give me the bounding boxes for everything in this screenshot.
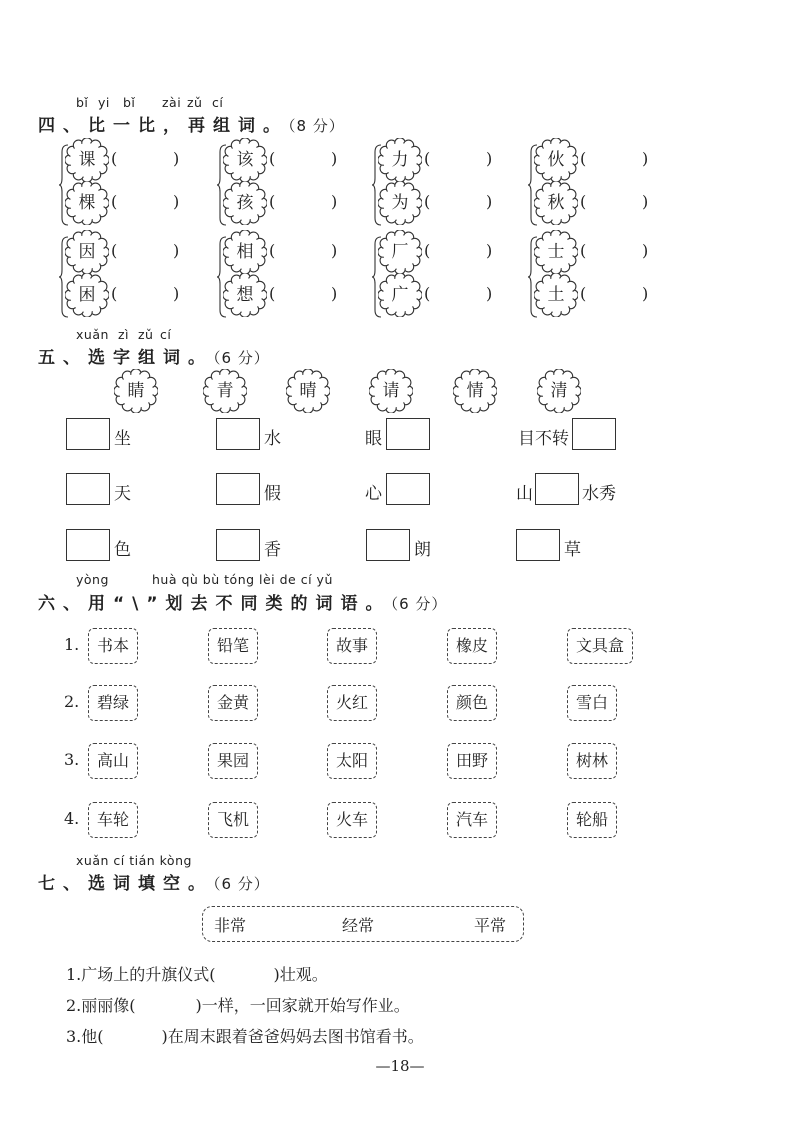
- word-tag[interactable]: 颜色: [447, 685, 497, 721]
- word-tag[interactable]: 果园: [208, 743, 258, 779]
- sentence: [66, 1024, 424, 1047]
- flower-char: [223, 138, 267, 182]
- section-score: （6 分）: [390, 595, 448, 613]
- pinyin: cí: [212, 95, 224, 110]
- paren-open: (: [424, 284, 431, 303]
- pinyin: cí: [160, 327, 172, 342]
- sentence-end: )一样，一回家就开始写作业。: [195, 996, 410, 1015]
- answer-blank[interactable]: [121, 148, 171, 170]
- paren-open: (: [424, 192, 431, 211]
- answer-blank[interactable]: [121, 283, 171, 305]
- answer-blank[interactable]: [279, 191, 329, 213]
- paren-open: (: [424, 241, 431, 260]
- sentence-start: 2.丽丽像(: [66, 996, 136, 1015]
- answer-blank[interactable]: [434, 240, 484, 262]
- paren-open: (: [269, 284, 276, 303]
- word-part: 假: [264, 484, 281, 504]
- page-number: —18—: [375, 1057, 425, 1075]
- char: 土: [547, 285, 565, 305]
- answer-blank[interactable]: [590, 191, 640, 213]
- word-tag[interactable]: 高山: [88, 743, 138, 779]
- flower-char: [378, 230, 422, 274]
- pinyin: huà qù bù tóng lèi de cí yǔ: [152, 572, 333, 587]
- sentence-end: )在周末跟着爸爸妈妈去图书馆看书。: [161, 1027, 424, 1046]
- flower-char: [537, 369, 581, 413]
- flower-char: [65, 230, 109, 274]
- word-part: 水: [264, 429, 281, 449]
- section-title: [38, 869, 270, 894]
- char: 请: [382, 381, 400, 401]
- flower-char: [378, 273, 422, 317]
- sentence: [66, 962, 328, 985]
- paren-close: ): [486, 149, 493, 168]
- pinyin: zǔ: [138, 327, 154, 342]
- paren-open: (: [111, 192, 118, 211]
- answer-blank[interactable]: [434, 148, 484, 170]
- word-tag[interactable]: 橡皮: [447, 628, 497, 664]
- char: 厂: [391, 242, 409, 262]
- flower-char: [223, 181, 267, 225]
- word-tag[interactable]: 铅笔: [208, 628, 258, 664]
- answer-blank[interactable]: [590, 148, 640, 170]
- word-part: 色: [114, 540, 131, 560]
- paren-close: ): [642, 241, 649, 260]
- paren-open: (: [269, 241, 276, 260]
- answer-blank[interactable]: [121, 191, 171, 213]
- answer-box[interactable]: [216, 529, 260, 561]
- paren-close: ): [642, 192, 649, 211]
- answer-blank[interactable]: [279, 240, 329, 262]
- answer-box[interactable]: [516, 529, 560, 561]
- char: 力: [391, 150, 409, 170]
- paren-open: (: [580, 284, 587, 303]
- flower-char: [223, 273, 267, 317]
- pinyin: yòng: [76, 572, 109, 587]
- answer-blank[interactable]: [279, 283, 329, 305]
- row-number: 2.: [64, 692, 80, 711]
- flower-char: [534, 138, 578, 182]
- section-title-text: 五、选字组词。: [38, 348, 213, 368]
- answer-blank[interactable]: [279, 148, 329, 170]
- pinyin: xuǎn: [76, 327, 109, 342]
- sentence-start: 3.他(: [66, 1027, 104, 1046]
- section-title: [38, 589, 447, 614]
- paren-close: ): [486, 241, 493, 260]
- word-part: 目不转: [518, 429, 569, 449]
- pinyin: yi: [98, 95, 110, 110]
- paren-open: (: [111, 149, 118, 168]
- flower-char: [203, 369, 247, 413]
- word-tag[interactable]: 车轮: [88, 802, 138, 838]
- section-score: （8 分）: [288, 117, 345, 135]
- flower-char: [65, 138, 109, 182]
- flower-char: [378, 181, 422, 225]
- word-part: 心: [365, 484, 382, 504]
- paren-close: ): [486, 192, 493, 211]
- answer-blank[interactable]: [121, 240, 171, 262]
- section-score: （6 分）: [213, 349, 270, 367]
- answer-blank[interactable]: [434, 283, 484, 305]
- flower-char: [65, 273, 109, 317]
- word-tag[interactable]: 火车: [327, 802, 377, 838]
- word-part: 香: [264, 540, 281, 560]
- paren-open: (: [111, 241, 118, 260]
- paren-close: ): [642, 149, 649, 168]
- paren-close: ): [642, 284, 649, 303]
- answer-box[interactable]: [386, 473, 430, 505]
- flower-char: [369, 369, 413, 413]
- sentence: [66, 993, 410, 1016]
- paren-close: ): [331, 149, 338, 168]
- paren-close: ): [331, 241, 338, 260]
- paren-open: (: [269, 192, 276, 211]
- section-score: （6 分）: [213, 875, 270, 893]
- row-number: 3.: [64, 750, 80, 769]
- section-title: [38, 111, 345, 136]
- word-part: 眼: [365, 429, 382, 449]
- char: 晴: [299, 381, 317, 401]
- word-part: 坐: [114, 429, 131, 449]
- paren-open: (: [580, 192, 587, 211]
- char: 孩: [236, 193, 254, 213]
- pinyin: zài: [162, 95, 182, 110]
- paren-close: ): [173, 192, 180, 211]
- word-bank-item: 平常: [474, 916, 507, 935]
- word-tag[interactable]: 飞机: [208, 802, 258, 838]
- char: 困: [78, 285, 96, 305]
- flower-char: [534, 181, 578, 225]
- pinyin: xuǎn cí tián kòng: [76, 853, 192, 868]
- pinyin: zǔ: [187, 95, 203, 110]
- char: 睛: [127, 381, 145, 401]
- answer-blank[interactable]: [434, 191, 484, 213]
- char: 清: [550, 381, 568, 401]
- answer-box[interactable]: [66, 473, 110, 505]
- sentence-end: )壮观。: [273, 965, 328, 984]
- section-title-text: 六、用“\”划去不同类的词语。: [38, 594, 391, 614]
- pinyin: zì: [118, 327, 130, 342]
- paren-open: (: [269, 149, 276, 168]
- flower-char: [534, 230, 578, 274]
- word-tag[interactable]: 雪白: [567, 685, 617, 721]
- answer-box[interactable]: [66, 418, 110, 450]
- char: 因: [78, 242, 96, 262]
- char: 青: [216, 381, 234, 401]
- char: 想: [236, 285, 254, 305]
- section-title-text: 七、选词填空。: [38, 874, 213, 894]
- flower-char: [223, 230, 267, 274]
- word-bank-item: 非常: [214, 916, 247, 935]
- answer-box[interactable]: [366, 529, 410, 561]
- char: 为: [391, 193, 409, 213]
- word-tag[interactable]: 故事: [327, 628, 377, 664]
- flower-char: [534, 273, 578, 317]
- answer-box[interactable]: [572, 418, 616, 450]
- word-tag[interactable]: 汽车: [447, 802, 497, 838]
- sentence-start: 1.广场上的升旗仪式(: [66, 965, 216, 984]
- paren-close: ): [173, 149, 180, 168]
- word-tag[interactable]: 碧绿: [88, 685, 138, 721]
- char: 课: [78, 150, 96, 170]
- flower-char: [114, 369, 158, 413]
- flower-char: [65, 181, 109, 225]
- word-part: 水秀: [582, 484, 616, 504]
- pinyin: bǐ: [76, 95, 89, 110]
- answer-blank[interactable]: [590, 283, 640, 305]
- section-title-text: 四、比一比，再组词。: [38, 116, 288, 136]
- word-part: 草: [564, 540, 581, 560]
- word-tag[interactable]: 树林: [567, 743, 617, 779]
- paren-open: (: [580, 241, 587, 260]
- word-tag[interactable]: 轮船: [567, 802, 617, 838]
- paren-close: ): [331, 284, 338, 303]
- flower-char: [453, 369, 497, 413]
- flower-char: [286, 369, 330, 413]
- paren-close: ): [173, 284, 180, 303]
- word-tag[interactable]: 金黄: [208, 685, 258, 721]
- word-tag[interactable]: 太阳: [327, 743, 377, 779]
- answer-box[interactable]: [386, 418, 430, 450]
- word-tag[interactable]: 田野: [447, 743, 497, 779]
- char: 伙: [547, 150, 565, 170]
- word-part: 朗: [414, 540, 431, 560]
- flower-char: [378, 138, 422, 182]
- answer-box[interactable]: [216, 473, 260, 505]
- paren-close: ): [173, 241, 180, 260]
- paren-open: (: [580, 149, 587, 168]
- paren-close: ): [486, 284, 493, 303]
- char: 秋: [547, 193, 565, 213]
- answer-box[interactable]: [216, 418, 260, 450]
- paren-open: (: [111, 284, 118, 303]
- word-bank-item: 经常: [342, 916, 375, 935]
- char: 棵: [78, 193, 96, 213]
- section-title: [38, 343, 270, 368]
- answer-box[interactable]: [66, 529, 110, 561]
- word-part: 山: [516, 484, 533, 504]
- char: 士: [547, 242, 565, 262]
- row-number: 1.: [64, 635, 80, 654]
- word-tag[interactable]: 书本: [88, 628, 138, 664]
- row-number: 4.: [64, 809, 80, 828]
- word-part: 天: [114, 484, 131, 504]
- paren-close: ): [331, 192, 338, 211]
- char: 广: [391, 285, 409, 305]
- answer-blank[interactable]: [590, 240, 640, 262]
- char: 相: [236, 242, 254, 262]
- paren-open: (: [424, 149, 431, 168]
- word-tag[interactable]: 火红: [327, 685, 377, 721]
- char: 情: [466, 381, 484, 401]
- answer-box[interactable]: [535, 473, 579, 505]
- word-tag[interactable]: 文具盒: [567, 628, 633, 664]
- char: 该: [236, 150, 254, 170]
- pinyin: bǐ: [123, 95, 136, 110]
